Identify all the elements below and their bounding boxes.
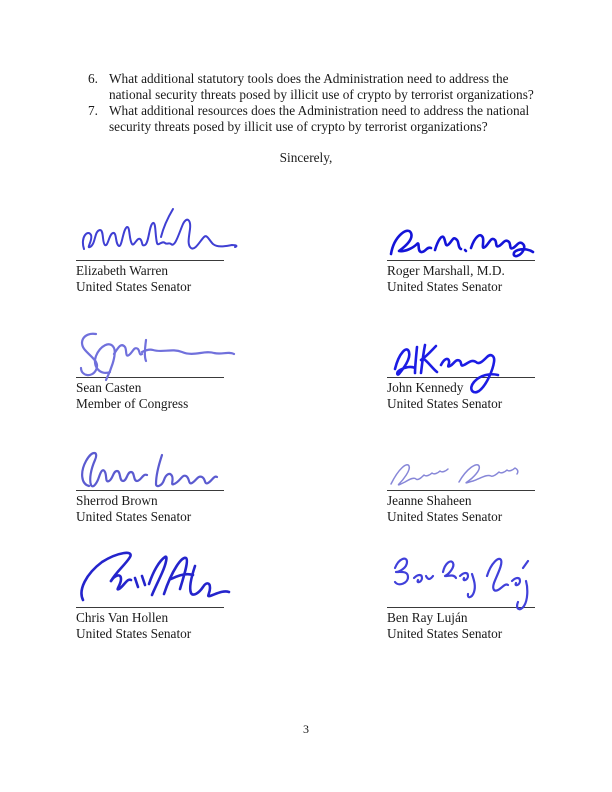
signatory-title: United States Senator (76, 509, 192, 524)
signature-chris-van-hollen-icon (76, 548, 236, 607)
signature-block-jeanne-shaheen (387, 456, 539, 525)
question-list (88, 71, 546, 135)
signature-sherrod-brown-icon (76, 442, 226, 490)
signatory-title: United States Senator (387, 279, 503, 294)
page-number: 3 (303, 722, 309, 736)
signature-line (387, 607, 535, 608)
signature-line (76, 490, 224, 491)
signature-ben-ray-lujan-icon (387, 550, 532, 607)
signature-block-sherrod-brown (76, 442, 228, 525)
question-number: 6. (88, 71, 98, 86)
signatory-name: Sherrod Brown (76, 493, 158, 508)
signatory-name: Ben Ray Luján (387, 610, 468, 625)
question-text: What additional resources does the Administration need to address the national security threats posed by illicit use of crypto by terrorist organizations? (109, 103, 530, 134)
signatory-name: Sean Casten (76, 380, 142, 395)
signatory-name: John Kennedy (387, 380, 464, 395)
signature-line (387, 490, 535, 491)
signature-line (76, 607, 224, 608)
signatory-title: United States Senator (387, 396, 503, 411)
signatory-title: Member of Congress (76, 396, 189, 411)
signatory-name: Jeanne Shaheen (387, 493, 472, 508)
signature-elizabeth-warren-icon (76, 207, 241, 260)
signatory-name: Roger Marshall, M.D. (387, 263, 505, 278)
signature-line (76, 260, 224, 261)
signature-john-kennedy-icon (387, 333, 517, 377)
signatory-title: United States Senator (76, 626, 192, 641)
signature-block-john-kennedy (387, 333, 539, 412)
question-text: What additional statutory tools does the Administration need to address the national security threats posed by illicit use of crypto by terrorist organizations? (109, 71, 534, 102)
signatory-name: Chris Van Hollen (76, 610, 169, 625)
signature-line (76, 377, 224, 378)
signature-jeanne-shaheen-icon (387, 456, 527, 490)
question-number: 7. (88, 103, 98, 118)
question-item-6 (88, 71, 546, 103)
signatory-name: Elizabeth Warren (76, 263, 169, 278)
signature-block-sean-casten (76, 328, 228, 412)
signature-block-chris-van-hollen (76, 548, 228, 642)
signatory-title: United States Senator (76, 279, 192, 294)
signature-block-elizabeth-warren (76, 207, 228, 295)
signature-line (387, 260, 535, 261)
question-item-7 (88, 103, 546, 135)
signature-block-roger-marshall (387, 224, 539, 295)
signature-sean-casten-icon (76, 328, 246, 377)
signatory-title: United States Senator (387, 509, 503, 524)
closing-salutation: Sincerely, (279, 150, 333, 165)
signature-line (387, 377, 535, 378)
signatory-title: United States Senator (387, 626, 503, 641)
signature-block-ben-ray-lujan (387, 550, 539, 642)
signature-roger-marshall-icon (387, 224, 537, 260)
